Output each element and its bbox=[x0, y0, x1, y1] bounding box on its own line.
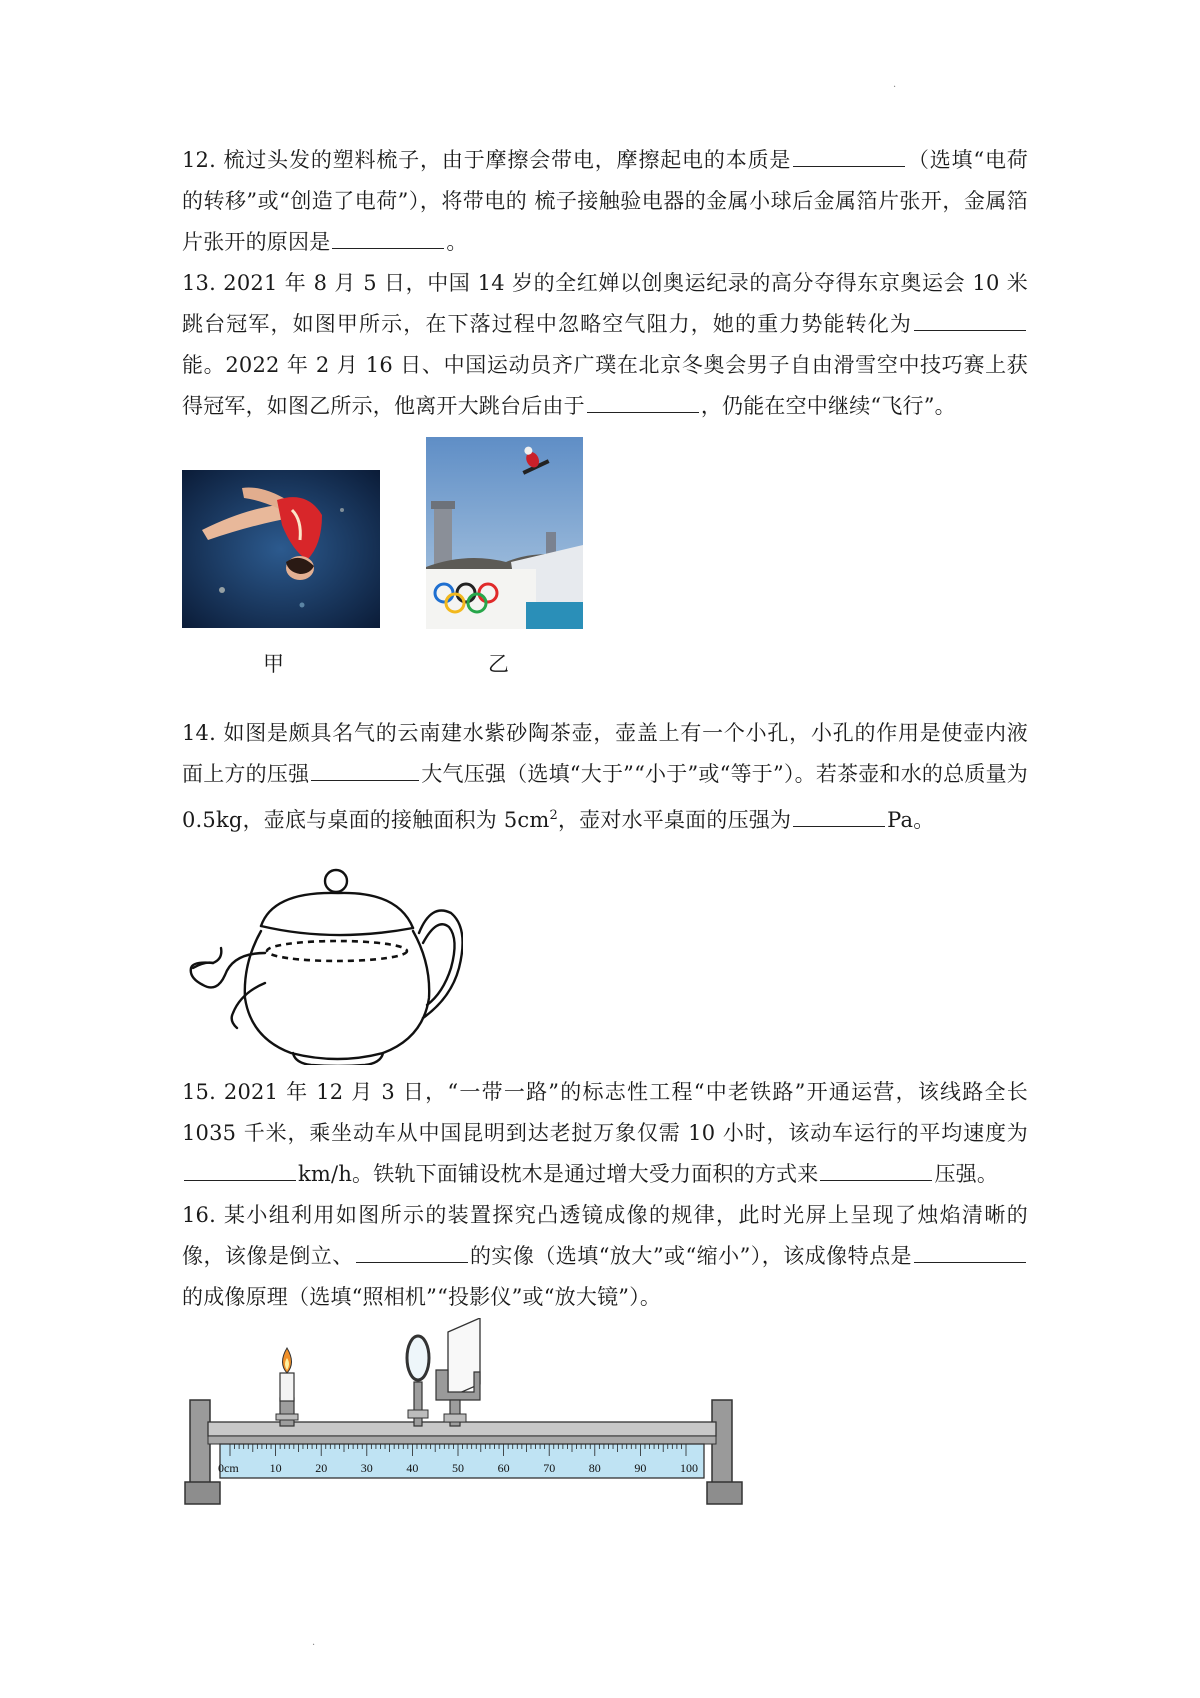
superscript: 2 bbox=[549, 808, 558, 823]
ruler-label: 60 bbox=[497, 1461, 510, 1475]
answer-blank[interactable] bbox=[184, 1158, 296, 1181]
caption-jia: 甲 bbox=[263, 652, 284, 676]
answer-blank[interactable] bbox=[914, 1240, 1026, 1263]
question-text: ，壶对水平桌面的压强为 bbox=[557, 808, 792, 832]
answer-blank[interactable] bbox=[914, 308, 1026, 331]
convex-lens bbox=[407, 1336, 429, 1426]
question-text: ，仍能在空中继续“飞行”。 bbox=[700, 394, 956, 418]
question-16 bbox=[182, 1195, 1028, 1318]
question-text: 如图是颇具名气的云南建水紫砂陶茶壶，壶盖上有一个小孔，小孔的作用是使壶内液面上方的压强 bbox=[182, 721, 1028, 786]
question-number: 15. bbox=[182, 1080, 216, 1104]
caption-yi: 乙 bbox=[488, 652, 509, 676]
question-text: 压强。 bbox=[934, 1162, 999, 1186]
question-number: 16. bbox=[182, 1203, 216, 1227]
ruler-label: 40 bbox=[406, 1461, 419, 1475]
ruler-label: 70 bbox=[543, 1461, 556, 1475]
question-number: 12. bbox=[182, 148, 216, 172]
question-text: 的实像（选填“放大”或“缩小”），该成像特点是 bbox=[469, 1244, 912, 1268]
question-number: 14. bbox=[182, 721, 216, 745]
page-mark-bottom: · bbox=[312, 1640, 316, 1651]
teapot-diagram bbox=[183, 843, 463, 1065]
diver-photo bbox=[182, 470, 380, 628]
question-text: 2021 年 8 月 5 日，中国 14 岁的全红婵以创奥运纪录的高分夺得东京奥运会 10 米跳台冠军，如图甲所示，在下落过程中忽略空气阻力，她的重力势能转化为 bbox=[182, 271, 1028, 336]
question-text: 2021 年 12 月 3 日，“一带一路”的标志性工程“中老铁路”开通运营，该线路全长 1035 千米，乘坐动车从中国昆明到达老挝万象仅需 10 小时，该动车运行的平均速度为 bbox=[182, 1080, 1028, 1145]
answer-blank[interactable] bbox=[332, 226, 444, 249]
ruler-label: 20 bbox=[315, 1461, 328, 1475]
question-14 bbox=[182, 713, 1028, 841]
question-text: km/h。铁轨下面铺设枕木是通过增大受力面积的方式来 bbox=[298, 1162, 819, 1186]
question-12 bbox=[182, 140, 1028, 263]
question-text: 能。2022 年 2 月 16 日、中国运动员齐广璞在北京冬奥会男子自由滑雪空中技巧赛上获得冠军，如图乙所示，他离开大跳台后由于 bbox=[182, 353, 1028, 418]
answer-blank[interactable] bbox=[356, 1240, 468, 1263]
ruler-label: 100 bbox=[680, 1461, 698, 1475]
question-text: Pa。 bbox=[887, 808, 935, 832]
answer-blank[interactable] bbox=[311, 758, 419, 781]
answer-blank[interactable] bbox=[793, 144, 905, 167]
ruler-label: 30 bbox=[360, 1461, 373, 1475]
optical-bench-diagram bbox=[180, 1318, 760, 1518]
question-text: 。 bbox=[446, 230, 468, 254]
question-number: 13. bbox=[182, 271, 216, 295]
answer-blank[interactable] bbox=[793, 804, 885, 827]
light-screen bbox=[436, 1318, 480, 1426]
question-text: 的成像原理（选填“照相机”“投影仪”或“放大镜”）。 bbox=[182, 1285, 662, 1309]
candle bbox=[276, 1348, 298, 1426]
ruler-label: 50 bbox=[452, 1461, 464, 1475]
ruler-label: 10 bbox=[269, 1461, 282, 1475]
question-text: （选填“电荷的转移”或“创造了电荷”），将带电的 梳子接触验电器的金属小球后金属箔片张开，金属箔片张开的原因是 bbox=[182, 148, 1028, 254]
ruler-label: 0cm bbox=[218, 1461, 239, 1475]
answer-blank[interactable] bbox=[820, 1158, 932, 1181]
question-text: 梳过头发的塑料梳子，由于摩擦会带电，摩擦起电的本质是 bbox=[223, 148, 792, 172]
answer-blank[interactable] bbox=[587, 390, 699, 413]
skier-photo bbox=[426, 437, 583, 629]
ruler-label: 90 bbox=[634, 1461, 647, 1475]
page-mark-top: · bbox=[893, 82, 897, 93]
question-13 bbox=[182, 263, 1028, 427]
question-text: 某小组利用如图所示的装置探究凸透镜成像的规律，此时光屏上呈现了烛焰清晰的像，该像是倒立、 bbox=[182, 1203, 1028, 1268]
question-15 bbox=[182, 1072, 1028, 1195]
question-text: 大气压强（选填“大于”“小于”或“等于”）。若茶壶和水的总质量为 0.5kg，壶底与桌面的接触面积为 5cm bbox=[182, 762, 1028, 832]
ruler-label: 80 bbox=[588, 1461, 601, 1475]
